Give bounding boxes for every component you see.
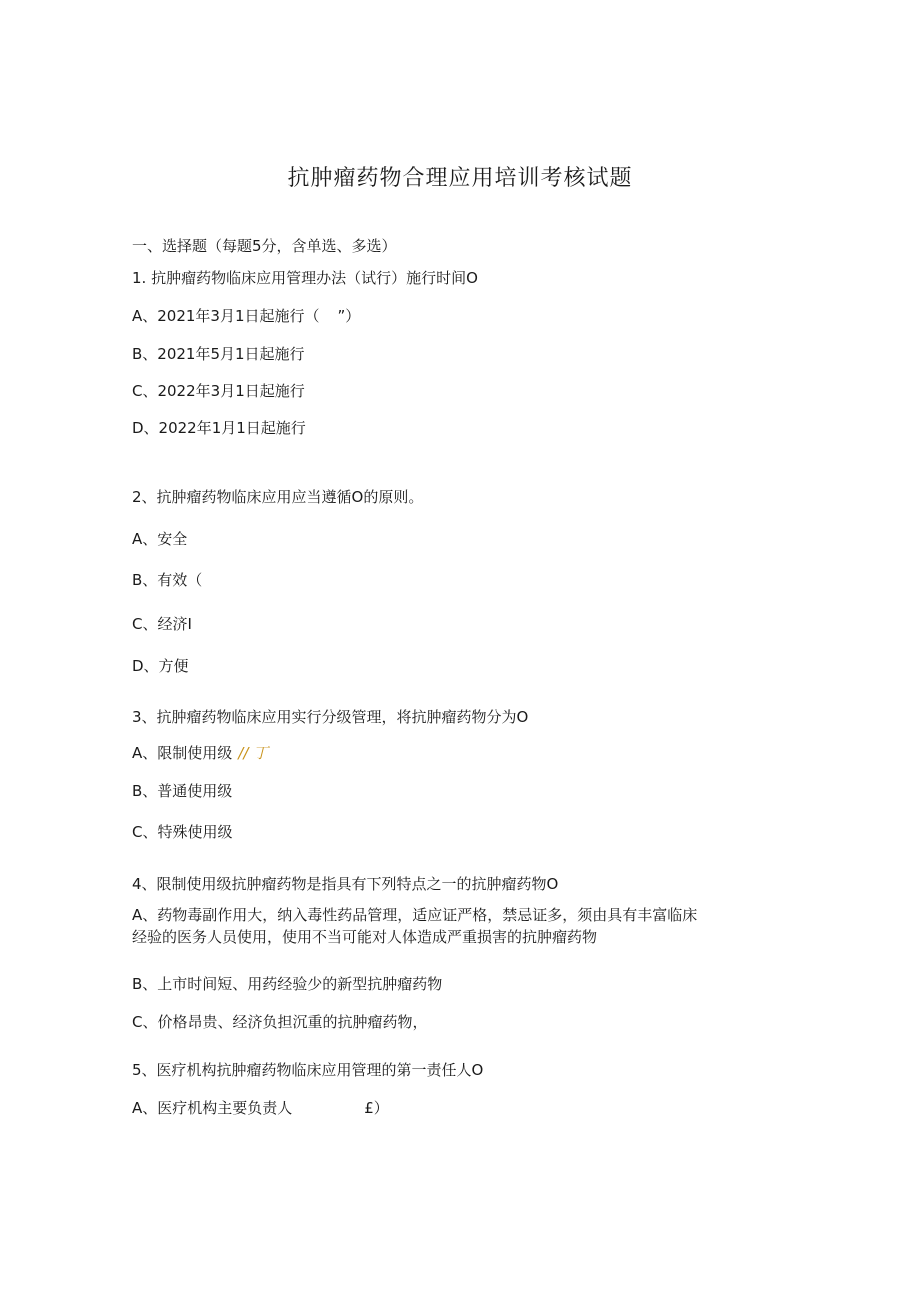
question-3-option-b: B、普通使用级 [132, 782, 233, 800]
question-4-stem: 4、限制使用级抗肿瘤药物是指具有下列特点之一的抗肿瘤药物O [132, 875, 559, 893]
option-mark: £） [364, 1099, 389, 1117]
question-1-option-c: C、2022年3月1日起施行 [132, 382, 305, 400]
question-1-option-a [132, 305, 792, 327]
question-2-option-b: B、有效（ [132, 571, 203, 589]
question-4-option-a-line-2: 经验的医务人员使用，使用不当可能对人体造成严重损害的抗肿瘤药物 [132, 928, 598, 946]
question-1-stem: 1. 抗肿瘤药物临床应用管理办法（试行）施行时间O [132, 269, 478, 287]
question-4-option-b: B、上市时间短、用药经验少的新型抗肿瘤药物 [132, 975, 443, 993]
question-5-stem: 5、医疗机构抗肿瘤药物临床应用管理的第一责任人O [132, 1061, 484, 1079]
question-3-option-c: C、特殊使用级 [132, 823, 233, 841]
question-2-option-c: C、经济I [132, 615, 192, 633]
option-text: A、医疗机构主要负责人 [132, 1099, 293, 1117]
option-mark: ”） [337, 307, 361, 325]
option-text: A、2021年3月1日起施行（ [132, 307, 320, 325]
handwritten-mark: // 丁 [238, 744, 269, 762]
question-3-option-a [132, 742, 792, 764]
question-2-option-a: A、安全 [132, 530, 188, 548]
question-4-option-a-line-1: A、药物毒副作用大，纳入毒性药品管理，适应证严格，禁忌证多，须由具有丰富临床 [132, 906, 698, 924]
question-2-option-d: D、方便 [132, 657, 189, 675]
question-4-option-c: C、价格昂贵、经济负担沉重的抗肿瘤药物， [132, 1013, 428, 1031]
question-5-option-a [132, 1097, 792, 1119]
question-2-stem: 2、抗肿瘤药物临床应用应当遵循O的原则。 [132, 488, 424, 506]
option-text: A、限制使用级 [132, 744, 233, 762]
question-3-stem: 3、抗肿瘤药物临床应用实行分级管理，将抗肿瘤药物分为O [132, 708, 529, 726]
section-heading: 一、选择题（每题5分，含单选、多选） [132, 237, 397, 255]
question-1-option-d: D、2022年1月1日起施行 [132, 419, 306, 437]
page-title: 抗肿瘤药物合理应用培训考核试题 [287, 166, 633, 191]
question-1-option-b: B、2021年5月1日起施行 [132, 345, 305, 363]
